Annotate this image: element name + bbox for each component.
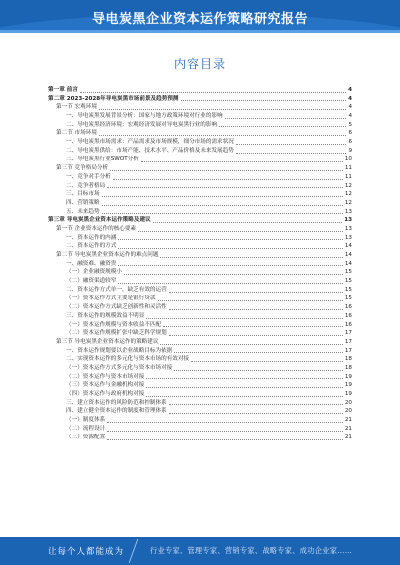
toc-leader-dots bbox=[160, 257, 342, 258]
toc-entry-label: 第三节 竞争格局分析 bbox=[56, 165, 109, 172]
toc-entry-label: 二、实现资本运作的多元化与资本市场的有效对接 bbox=[66, 356, 190, 363]
toc-entry-page: 10 bbox=[344, 156, 352, 163]
toc-entry-page: 17 bbox=[344, 347, 352, 354]
toc-entry[interactable] bbox=[48, 364, 352, 373]
toc-entry-page: 15 bbox=[344, 269, 352, 276]
toc-leader-dots bbox=[102, 196, 343, 197]
toc-leader-dots bbox=[169, 309, 343, 310]
toc-leader-dots bbox=[146, 396, 343, 397]
toc-entry-label: 一、竞争对手分析 bbox=[66, 173, 111, 180]
toc-entry-label: 二、资本运作的方式 bbox=[66, 243, 117, 250]
toc-entry[interactable] bbox=[48, 407, 352, 416]
toc-leader-dots bbox=[110, 170, 343, 171]
toc-entry-page: 6 bbox=[348, 130, 352, 137]
toc-entry[interactable] bbox=[48, 260, 352, 269]
table-of-contents bbox=[48, 86, 352, 442]
toc-entry-label: 三、资本运作的规模效益不明显 bbox=[66, 312, 145, 319]
toc-entry-page: 11 bbox=[344, 173, 352, 180]
toc-heading: 内容目录 bbox=[173, 57, 226, 71]
toc-entry-label: 四、建立健全资本运作的制度和管理体系 bbox=[66, 408, 167, 415]
toc-entry[interactable] bbox=[48, 425, 352, 434]
toc-entry[interactable] bbox=[48, 103, 352, 112]
toc-leader-dots bbox=[99, 109, 347, 110]
toc-entry-label: （一）企业融资规模小 bbox=[66, 269, 122, 276]
toc-entry-page: 6 bbox=[348, 139, 352, 146]
toc-entry-page: 19 bbox=[344, 373, 352, 380]
toc-entry[interactable] bbox=[48, 338, 352, 347]
toc-entry[interactable] bbox=[48, 242, 352, 251]
toc-entry-label: （一）资本运作规模与资本收益不匹配 bbox=[66, 321, 162, 328]
toc-entry-page: 15 bbox=[344, 295, 352, 302]
toc-entry-label: 第三节 导电炭黑企业资本运作的策略建议 bbox=[56, 338, 159, 345]
toc-entry[interactable] bbox=[48, 312, 352, 321]
toc-leader-dots bbox=[113, 179, 343, 180]
toc-leader-dots bbox=[160, 344, 342, 345]
toc-leader-dots bbox=[225, 118, 347, 119]
toc-leader-dots bbox=[181, 100, 347, 101]
toc-entry[interactable] bbox=[48, 355, 352, 364]
toc-entry-page: 18 bbox=[344, 364, 352, 371]
toc-entry-label: （二）资本运作规模扩张中缺乏科学规划 bbox=[66, 330, 167, 337]
toc-leader-dots bbox=[118, 283, 343, 284]
report-header bbox=[0, 0, 400, 33]
toc-entry-label: （二）融资渠道较窄 bbox=[66, 278, 117, 285]
toc-entry-label: 二、导电炭黑供给：市场产能、技术水平、产品价格及未来发展趋势 bbox=[66, 147, 234, 154]
toc-entry[interactable] bbox=[48, 86, 352, 95]
toc-entry[interactable] bbox=[48, 373, 352, 382]
toc-entry-page: 13 bbox=[344, 208, 352, 215]
toc-entry-label: 第二章 2023-2028年导电炭黑市场前景及趋势预测 bbox=[48, 95, 179, 102]
toc-entry-page: 16 bbox=[344, 321, 352, 328]
footer-banner bbox=[0, 537, 400, 565]
toc-entry-page: 21 bbox=[344, 434, 352, 441]
toc-leader-dots bbox=[107, 187, 343, 188]
toc-entry-page: 20 bbox=[344, 399, 352, 406]
toc-entry-page: 9 bbox=[348, 147, 352, 154]
toc-entry-page: 4 bbox=[348, 113, 352, 120]
toc-entry[interactable] bbox=[48, 121, 352, 130]
toc-entry-page: 21 bbox=[344, 417, 352, 424]
toc-leader-dots bbox=[169, 292, 343, 293]
toc-leader-dots bbox=[118, 248, 343, 249]
toc-entry-label: 四、营销策略 bbox=[66, 199, 100, 206]
toc-entry-page: 5 bbox=[348, 121, 352, 128]
toc-entry-page: 17 bbox=[344, 338, 352, 345]
toc-entry-page: 15 bbox=[344, 286, 352, 293]
toc-entry-label: 一、资本运作规划要以企业战略目标为依据 bbox=[66, 347, 173, 354]
toc-entry-page: 4 bbox=[348, 104, 352, 111]
toc-entry[interactable] bbox=[48, 156, 352, 165]
toc-entry[interactable] bbox=[48, 268, 352, 277]
toc-entry[interactable] bbox=[48, 164, 352, 173]
toc-leader-dots bbox=[191, 361, 343, 362]
toc-entry-label: 一、资本运作的内涵 bbox=[66, 234, 117, 241]
toc-entry[interactable] bbox=[48, 190, 352, 199]
footer-slogan: 让每个人都能成为 bbox=[48, 547, 125, 557]
toc-entry-label: 第三章 导电炭黑企业资本运作策略及建议 bbox=[48, 217, 151, 224]
toc-entry[interactable] bbox=[48, 182, 352, 191]
toc-entry[interactable] bbox=[48, 147, 352, 156]
toc-entry-label: （一）制度体系 bbox=[66, 417, 106, 424]
toc-entry-page: 21 bbox=[344, 425, 352, 432]
toc-leader-dots bbox=[158, 300, 343, 301]
toc-entry-page: 14 bbox=[344, 252, 352, 259]
toc-entry-label: 三、目标市场 bbox=[66, 191, 100, 198]
toc-leader-dots bbox=[118, 265, 343, 266]
toc-entry-page: 12 bbox=[344, 182, 352, 189]
toc-leader-dots bbox=[169, 335, 343, 336]
toc-entry-label: 第二节 市场环境 bbox=[56, 130, 97, 137]
toc-entry[interactable] bbox=[48, 277, 352, 286]
toc-entry-page: 12 bbox=[344, 199, 352, 206]
toc-leader-dots bbox=[236, 144, 347, 145]
toc-entry-label: 第二节 导电炭黑企业资本运作的难点问题 bbox=[56, 252, 159, 259]
toc-entry-label: （二）资本运作与资本市场对接 bbox=[66, 373, 145, 380]
toc-leader-dots bbox=[124, 274, 343, 275]
toc-entry-label: 五、未来趋势 bbox=[66, 208, 100, 215]
toc-entry-page: 4 bbox=[348, 95, 352, 102]
toc-leader-dots bbox=[107, 422, 343, 423]
report-title: 导电炭黑企业资本运作策略研究报告 bbox=[91, 12, 308, 27]
toc-entry-page: 11 bbox=[344, 165, 352, 172]
toc-leader-dots bbox=[236, 153, 347, 154]
toc-entry[interactable] bbox=[48, 251, 352, 260]
toc-entry[interactable] bbox=[48, 390, 352, 399]
toc-entry[interactable] bbox=[48, 216, 352, 225]
toc-leader-dots bbox=[107, 431, 343, 432]
toc-entry[interactable] bbox=[48, 303, 352, 312]
toc-entry[interactable] bbox=[48, 138, 352, 147]
toc-entry-label: （二）流程设计 bbox=[66, 425, 106, 432]
toc-entry-label: 三、建立资本运作的风险防范和控制体系 bbox=[66, 399, 167, 406]
toc-entry-label: （三）资本运作与金融机构对接 bbox=[66, 382, 145, 389]
toc-entry-label: （一）资本运作方式主要是银行贷款 bbox=[66, 295, 156, 302]
toc-leader-dots bbox=[146, 318, 343, 319]
toc-entry-page: 16 bbox=[344, 312, 352, 319]
header-accent-line bbox=[0, 30, 400, 33]
toc-leader-dots bbox=[102, 213, 343, 214]
toc-entry-page: 19 bbox=[344, 391, 352, 398]
toc-entry-label: 第一章 前言 bbox=[48, 86, 78, 93]
toc-entry-page: 15 bbox=[344, 278, 352, 285]
toc-entry-label: 一、融资难、融资贵 bbox=[66, 260, 117, 267]
footer-tagline: 行业专家、管理专家、营销专家、战略专家、成功企业家…… bbox=[150, 546, 353, 555]
toc-leader-dots bbox=[107, 439, 343, 440]
toc-entry-page: 13 bbox=[344, 234, 352, 241]
toc-leader-dots bbox=[138, 231, 343, 232]
toc-entry-label: 一、导电炭黑市场需求：产品需求及市场规模，细分市场的需求状况 bbox=[66, 139, 234, 146]
toc-entry[interactable] bbox=[48, 321, 352, 330]
toc-entry-label: （二）资本运作方式缺乏创新性和灵活性 bbox=[66, 304, 167, 311]
toc-entry-label: （四）资本运作与政府机构对接 bbox=[66, 391, 145, 398]
toc-entry-page: 18 bbox=[344, 356, 352, 363]
toc-entry[interactable] bbox=[48, 416, 352, 425]
toc-entry[interactable] bbox=[48, 173, 352, 182]
toc-leader-dots bbox=[219, 126, 346, 127]
toc-leader-dots bbox=[141, 161, 343, 162]
toc-entry-label: 三、导电炭黑行业SWOT分析 bbox=[66, 156, 139, 163]
toc-entry-page: 16 bbox=[344, 304, 352, 311]
toc-entry-page: 13 bbox=[344, 225, 352, 232]
toc-entry[interactable] bbox=[48, 329, 352, 338]
toc-entry[interactable] bbox=[48, 95, 352, 104]
toc-entry-label: 一、导电炭黑发展背景分析：国家与地方政策环境对行业的影响 bbox=[66, 113, 223, 120]
toc-entry[interactable] bbox=[48, 434, 352, 443]
toc-entry[interactable] bbox=[48, 295, 352, 304]
toc-entry[interactable] bbox=[48, 286, 352, 295]
toc-leader-dots bbox=[174, 370, 343, 371]
toc-entry[interactable] bbox=[48, 208, 352, 217]
toc-entry-label: （一）资本运作方式多元化与资本市场对接 bbox=[66, 364, 173, 371]
toc-entry-page: 20 bbox=[344, 408, 352, 415]
toc-entry-page: 17 bbox=[344, 330, 352, 337]
toc-entry[interactable] bbox=[48, 199, 352, 208]
toc-entry-label: 二、资本运作方式单一，缺乏有效的运营 bbox=[66, 286, 167, 293]
toc-leader-dots bbox=[146, 378, 343, 379]
toc-entry-page: 13 bbox=[344, 217, 352, 224]
toc-leader-dots bbox=[169, 404, 343, 405]
toc-entry[interactable] bbox=[48, 399, 352, 408]
toc-leader-dots bbox=[102, 205, 343, 206]
toc-entry[interactable] bbox=[48, 129, 352, 138]
toc-entry[interactable] bbox=[48, 112, 352, 121]
toc-entry-page: 19 bbox=[344, 382, 352, 389]
toc-entry-label: 第一节 企业资本运作的核心要素 bbox=[56, 225, 137, 232]
toc-leader-dots bbox=[169, 413, 343, 414]
toc-entry-page: 14 bbox=[344, 260, 352, 267]
toc-leader-dots bbox=[174, 352, 343, 353]
toc-entry-page: 4 bbox=[348, 86, 352, 93]
toc-entry[interactable] bbox=[48, 234, 352, 243]
toc-leader-dots bbox=[153, 222, 343, 223]
toc-leader-dots bbox=[80, 92, 346, 93]
toc-entry-page: 14 bbox=[344, 243, 352, 250]
toc-entry-page: 12 bbox=[344, 191, 352, 198]
toc-entry[interactable] bbox=[48, 381, 352, 390]
toc-leader-dots bbox=[118, 239, 343, 240]
toc-leader-dots bbox=[99, 135, 347, 136]
toc-entry-label: 二、导电炭黑经济环境：宏观经济发展对导电炭黑行业的影响 bbox=[66, 121, 218, 128]
toc-entry-label: 第一节 宏观环境 bbox=[56, 104, 97, 111]
toc-leader-dots bbox=[146, 387, 343, 388]
toc-entry[interactable] bbox=[48, 347, 352, 356]
toc-entry-label: 二、竞争者格局 bbox=[66, 182, 106, 189]
toc-entry-label: （三）资源配置 bbox=[66, 434, 106, 441]
toc-leader-dots bbox=[163, 326, 343, 327]
toc-entry[interactable] bbox=[48, 225, 352, 234]
